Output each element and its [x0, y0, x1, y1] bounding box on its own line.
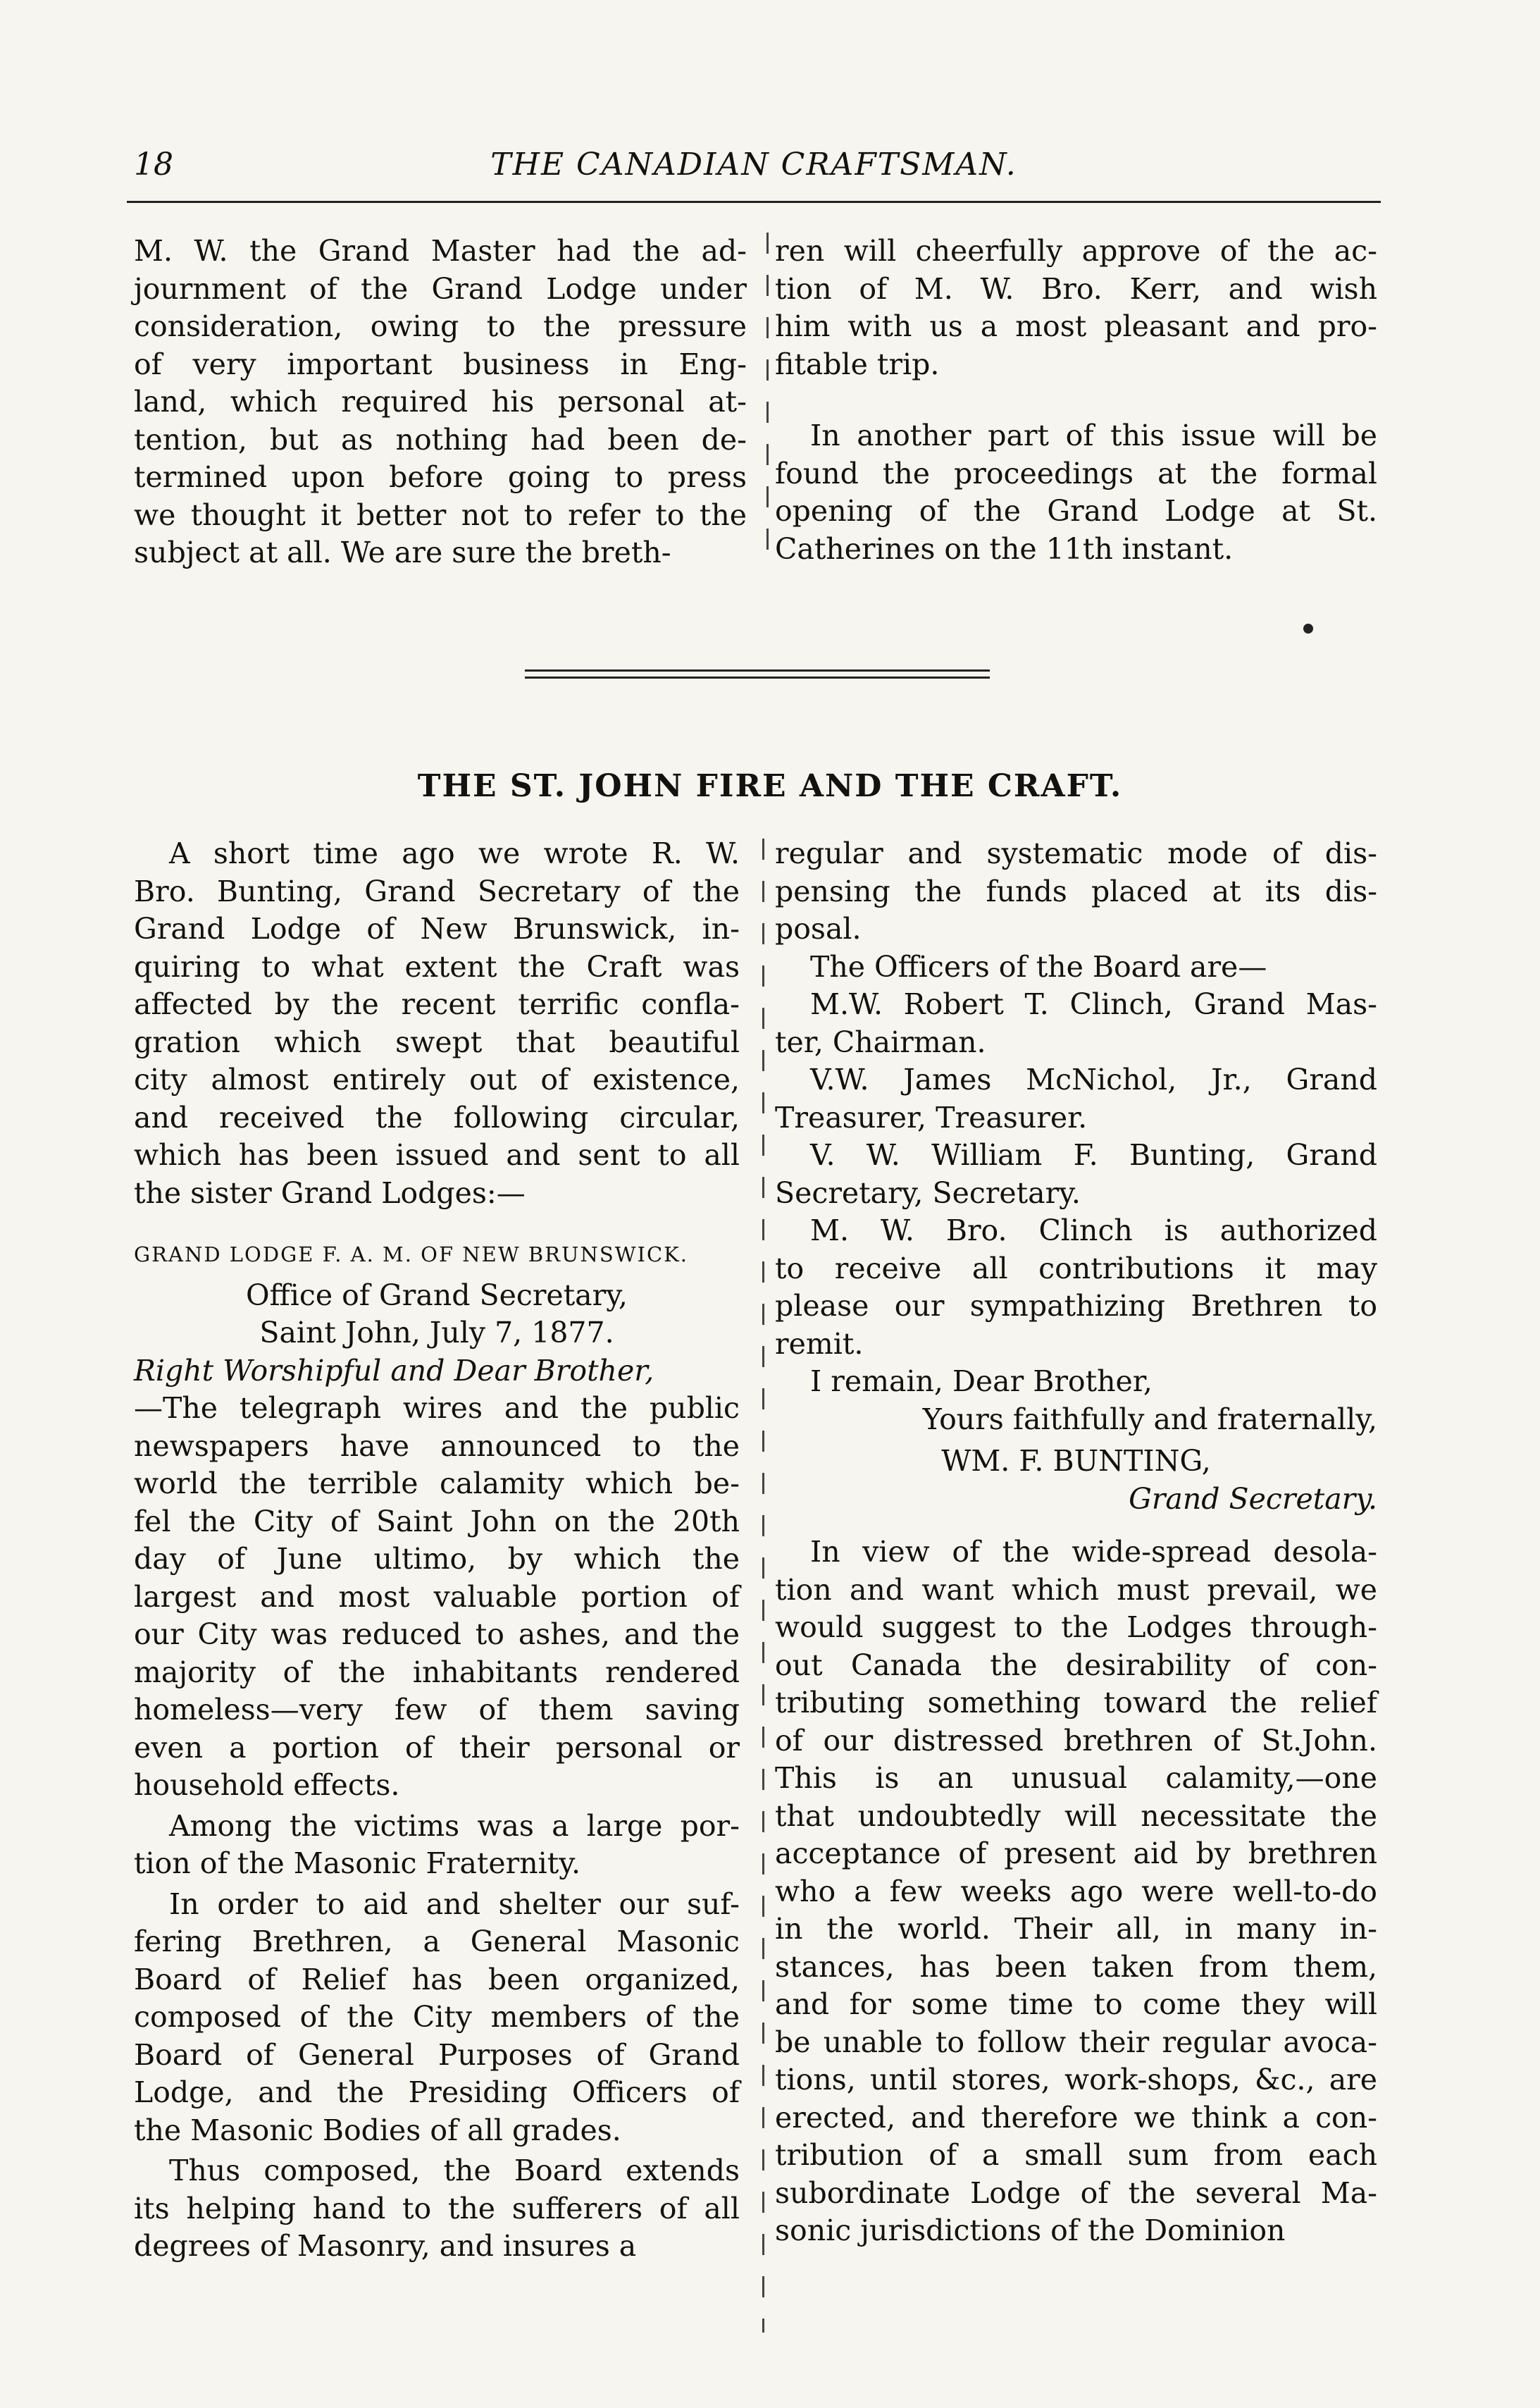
text-line: ren will cheerfully approve of the ac-: [775, 234, 1377, 268]
text-line: household effects.: [134, 1768, 400, 1802]
article-right-column: [775, 835, 1377, 2250]
text-line: V. W. William F. Bunting, Grand: [810, 1138, 1377, 1172]
text-line: sonic jurisdictions of the Dominion: [775, 2213, 1286, 2247]
text-line: M. W. the Grand Master had the ad-: [134, 234, 747, 268]
text-line: subject at all. We are sure the breth-: [134, 536, 671, 569]
text-line: termined upon before going to press: [134, 460, 747, 494]
text-line: Board of General Purposes of Grand: [134, 2037, 740, 2072]
text-line: quiring to what extent the Craft was: [134, 949, 740, 984]
text-line: of very important business in Eng-: [134, 347, 747, 381]
text-line: tion and want which must prevail, we: [775, 1572, 1377, 1607]
article-left-column: [134, 835, 740, 2266]
text-line: gration which swept that beautiful: [134, 1025, 740, 1059]
signature-title: Grand Secretary.: [1129, 1481, 1377, 1516]
text-line: world the terrible calamity which be-: [134, 1467, 740, 1500]
office-line: Office of Grand Secretary,: [246, 1278, 628, 1312]
text-line: M.W. Robert T. Clinch, Grand Mas-: [810, 987, 1377, 1021]
text-line: A short time ago we wrote R. W.: [169, 836, 740, 870]
journal-title: THE CANADIAN CRAFTSMAN.: [490, 147, 1017, 183]
text-line: please our sympathizing Brethren to: [775, 1289, 1377, 1323]
text-line: and for some time to come they will: [775, 1987, 1377, 2021]
text-line: fitable trip.: [775, 347, 940, 381]
text-line: homeless—very few of them saving: [134, 1693, 740, 1727]
text-line: that undoubtedly will necessitate the: [775, 1798, 1377, 1833]
text-line: tributing something toward the relief: [775, 1686, 1377, 1719]
officers-intro: The Officers of the Board are—: [810, 949, 1267, 984]
text-line: the sister Grand Lodges:—: [134, 1175, 526, 1210]
text-line: Catherines on the 11th instant.: [775, 531, 1234, 566]
text-line: V.W. James McNichol, Jr., Grand: [810, 1063, 1377, 1097]
text-line: affected by the recent terrific confla-: [134, 987, 740, 1021]
text-line: composed of the City members of the: [134, 2000, 740, 2034]
column-divider: [762, 839, 764, 2333]
text-line: subordinate Lodge of the several Ma-: [775, 2175, 1377, 2210]
text-line: Treasurer, Treasurer.: [775, 1100, 1088, 1135]
signature: WM. F. BUNTING,: [941, 1444, 1211, 1478]
text-line: In order to aid and shelter our suf-: [169, 1887, 740, 1921]
text-line: This is an unusual calamity,—one: [775, 1761, 1377, 1795]
text-line: Grand Lodge of New Brunswick, in-: [134, 912, 740, 946]
text-line: would suggest to the Lodges through-: [775, 1610, 1377, 1644]
top-left-column: [134, 233, 747, 572]
text-line: its helping hand to the sufferers of all: [134, 2191, 740, 2225]
text-line: ter, Chairman.: [775, 1025, 986, 1059]
text-line: fel the City of Saint John on the 20th: [134, 1504, 740, 1538]
text-line: and received the following circular,: [134, 1100, 740, 1135]
officer-entry: [775, 986, 1377, 1061]
text-line: acceptance of present aid by brethren: [775, 1836, 1377, 1870]
text-line: be unable to follow their regular avoca-: [775, 2025, 1377, 2059]
text-line: Lodge, and the Presiding Officers of: [134, 2075, 740, 2109]
text-line: found the proceedings at the formal: [775, 456, 1377, 490]
text-line: Secretary, Secretary.: [775, 1175, 1081, 1210]
circular-paragraph: [134, 1808, 740, 1883]
text-line: Board of Relief has been organized,: [134, 1962, 740, 1996]
text-line: the Masonic Bodies of all grades.: [134, 2113, 621, 2147]
running-head: [134, 141, 1374, 197]
text-line: him with us a most pleasant and pro-: [775, 309, 1377, 343]
text-line: remit.: [775, 1326, 864, 1361]
text-line: in the world. Their all, in many in-: [775, 1912, 1377, 1946]
text-line: majority of the inhabitants rendered: [134, 1655, 740, 1689]
officer-entry: [775, 1137, 1377, 1212]
page-number: 18: [134, 147, 173, 183]
text-line: largest and most valuable portion of: [134, 1579, 740, 1614]
officer-entry: [775, 1061, 1377, 1137]
text-line: pensing the funds placed at its dis-: [775, 874, 1377, 908]
circular-paragraph: [775, 1212, 1377, 1363]
text-line: Among the victims was a large por-: [169, 1808, 740, 1843]
circular-paragraph: [134, 1886, 740, 2150]
text-line: land, which required his personal at-: [134, 385, 747, 419]
closing-line-2: Yours faithfully and fraternally,: [922, 1402, 1377, 1436]
text-line: newspapers have announced to the: [134, 1428, 740, 1463]
text-line: which has been issued and sent to all: [134, 1138, 740, 1172]
closing-line: I remain, Dear Brother,: [810, 1364, 1153, 1398]
text-line: tion of the Masonic Fraternity.: [134, 1846, 581, 1880]
text-line: city almost entirely out of existence,: [134, 1063, 740, 1097]
text-line: M. W. Bro. Clinch is authorized: [810, 1214, 1377, 1247]
text-line: tention, but as nothing had been de-: [134, 422, 747, 457]
text-line: consideration, owing to the pressure: [134, 309, 747, 343]
text-line: degrees of Masonry, and insures a: [134, 2229, 637, 2263]
text-line: erected, and therefore we think a con-: [775, 2100, 1377, 2135]
header-rule: [127, 201, 1381, 203]
text-line: journment of the Grand Lodge under: [134, 271, 747, 306]
text-line: who a few weeks ago were well-to-do: [775, 1874, 1377, 1908]
text-line: tribution of a small sum from each: [775, 2138, 1377, 2172]
circular-paragraph: [775, 835, 1377, 949]
text-line: tion of M. W. Bro. Kerr, and wish: [775, 271, 1377, 306]
section-divider: [525, 669, 990, 679]
editorial-paragraph: [775, 1533, 1377, 2250]
place-date: Saint John, July 7, 1877.: [259, 1316, 614, 1350]
text-line: out Canada the desirability of con-: [775, 1648, 1377, 1682]
text-line: In another part of this issue will be: [810, 419, 1377, 452]
text-line: In view of the wide-spread desola-: [810, 1535, 1377, 1569]
text-line: day of June ultimo, by which the: [134, 1542, 740, 1576]
text-line: posal.: [775, 912, 862, 946]
text-line: even a portion of their personal or: [134, 1730, 740, 1765]
salutation: Right Worshipful and Dear Brother,: [134, 1353, 654, 1388]
circular-paragraph: [134, 2152, 740, 2266]
text-line: stances, has been taken from them,: [775, 1949, 1377, 1984]
text-line: Bro. Bunting, Grand Secretary of the: [134, 874, 740, 908]
text-line: Thus composed, the Board extends: [169, 2154, 740, 2187]
text-line: fering Brethren, a General Masonic: [134, 1925, 740, 1958]
text-line: regular and systematic mode of dis-: [775, 836, 1377, 870]
intro-paragraph: [134, 835, 740, 1212]
text-line: opening of the Grand Lodge at St.: [775, 494, 1377, 528]
text-line: —The telegraph wires and the public: [134, 1391, 740, 1425]
text-line: our City was reduced to ashes, and the: [134, 1617, 740, 1651]
text-line: of our distressed brethren of St.John.: [775, 1723, 1377, 1758]
ink-dot: [1303, 624, 1313, 634]
circular-paragraph: [134, 1390, 740, 1805]
top-right-column: [775, 233, 1377, 568]
text-line: to receive all contributions it may: [775, 1251, 1377, 1285]
article-title: THE ST. JOHN FIRE AND THE CRAFT.: [417, 768, 1123, 804]
continued-paragraph: [134, 233, 747, 572]
text-line: tions, until stores, work-shops, &c., are: [775, 2063, 1377, 2097]
paragraph: [775, 417, 1377, 568]
continued-paragraph: [775, 233, 1377, 383]
letterhead: GRAND LODGE F. A. M. OF NEW BRUNSWICK.: [134, 1242, 689, 1266]
column-divider: [766, 233, 769, 571]
text-line: we thought it better not to refer to the: [134, 498, 747, 532]
